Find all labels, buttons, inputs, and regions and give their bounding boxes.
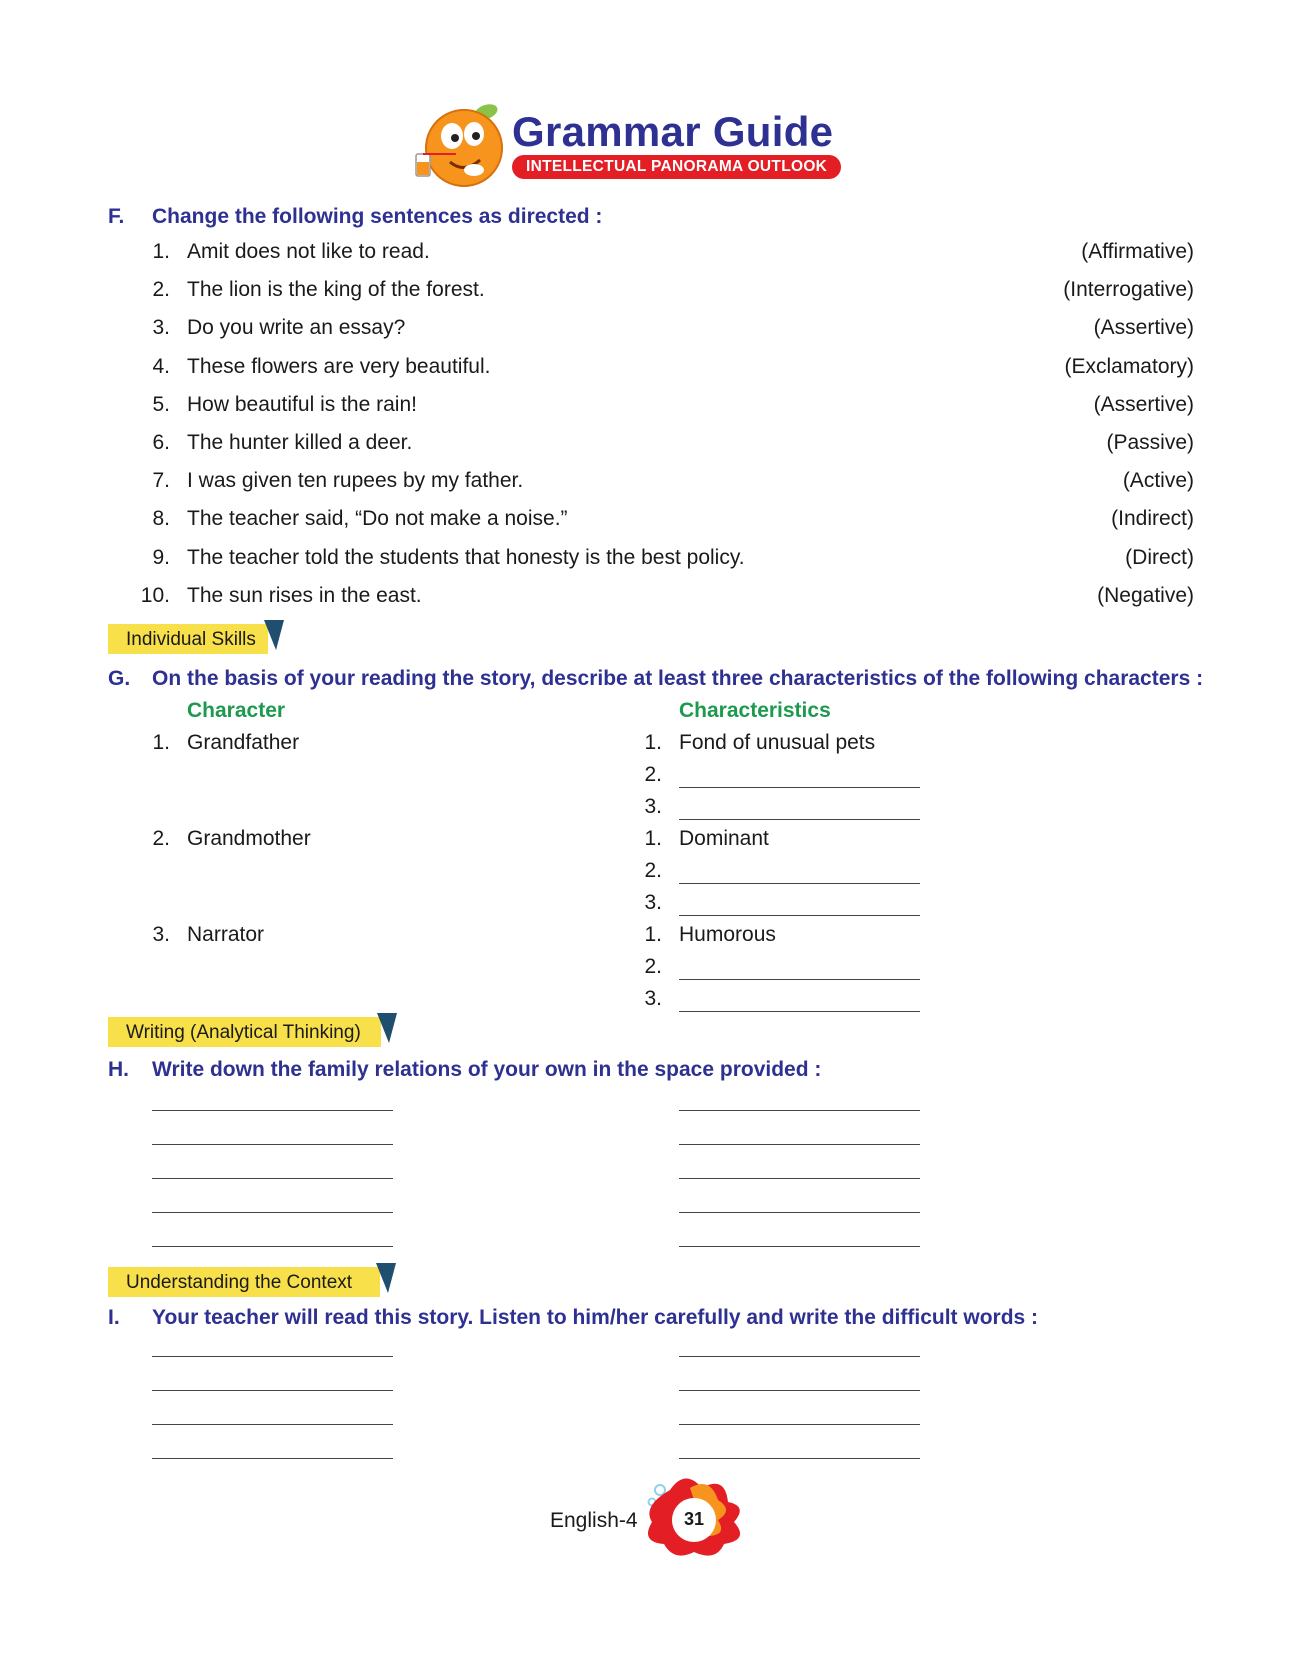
question-i-instruction: Your teacher will read this story. Listen to him/her carefully and write the difficult words : xyxy=(152,1306,1039,1329)
answer-blank-line[interactable] xyxy=(679,1212,920,1213)
answer-blank-line[interactable] xyxy=(679,1110,920,1111)
answer-blank-line[interactable] xyxy=(679,1246,920,1247)
sentence-number: 7. xyxy=(152,469,170,493)
sentence-text: The teacher said, “Do not make a noise.” xyxy=(187,507,568,531)
question-letter-g: G. xyxy=(108,667,131,690)
tag-understanding: Understanding the Context xyxy=(108,1267,380,1297)
sentence-text: Do you write an essay? xyxy=(187,316,406,340)
column-header-character: Character xyxy=(187,699,286,722)
answer-blank-line[interactable] xyxy=(152,1390,393,1391)
question-g-instruction: On the basis of your reading the story, describe at least three characteristics of the following characters : xyxy=(152,667,1204,690)
answer-blank-line[interactable] xyxy=(152,1212,393,1213)
question-letter-h: H. xyxy=(108,1058,129,1081)
sentence-text: I was given ten rupees by my father. xyxy=(187,469,524,493)
sentence-text: The hunter killed a deer. xyxy=(187,431,413,454)
character-number: 3. xyxy=(152,923,170,946)
footer-book-label: English-4 xyxy=(550,1509,638,1532)
answer-blank-line[interactable] xyxy=(152,1110,393,1111)
sentence-number: 2. xyxy=(152,278,170,302)
character-name: Grandmother xyxy=(187,827,311,850)
sentence-number: 9. xyxy=(152,545,170,569)
answer-blank-line[interactable] xyxy=(152,1356,393,1357)
answer-blank-line[interactable] xyxy=(152,1246,393,1247)
sentence-direction: (Interrogative) xyxy=(1063,278,1194,302)
sentence-direction: (Direct) xyxy=(1125,545,1194,569)
sentence-direction: (Negative) xyxy=(1097,583,1194,607)
sentence-number: 1. xyxy=(152,240,170,263)
trait-blank-line[interactable] xyxy=(679,819,920,820)
question-h-instruction: Write down the family relations of your own in the space provided : xyxy=(152,1058,822,1081)
trait-number: 1. xyxy=(644,923,662,946)
trait-blank-line[interactable] xyxy=(679,979,920,980)
logo xyxy=(410,98,510,190)
question-letter-f: F. xyxy=(108,205,125,228)
character-name: Narrator xyxy=(187,923,265,946)
answer-blank-line[interactable] xyxy=(152,1178,393,1179)
trait-number: 3. xyxy=(644,795,662,818)
sentence-number: 10. xyxy=(140,583,170,607)
logo-subtitle: INTELLECTUAL PANORAMA OUTLOOK xyxy=(512,155,841,179)
answer-blank-line[interactable] xyxy=(679,1458,920,1459)
trait-number: 2. xyxy=(644,763,662,786)
tag-individual-skills: Individual Skills xyxy=(108,624,268,654)
tag-flag-icon xyxy=(377,1013,397,1043)
answer-blank-line[interactable] xyxy=(679,1178,920,1179)
sentence-direction: (Assertive) xyxy=(1093,316,1194,340)
trait-blank-line[interactable] xyxy=(679,883,920,884)
trait-blank-line[interactable] xyxy=(679,915,920,916)
sentence-direction: (Assertive) xyxy=(1093,392,1194,416)
sentence-text: How beautiful is the rain! xyxy=(187,392,417,416)
answer-blank-line[interactable] xyxy=(679,1356,920,1357)
sentence-direction: (Exclamatory) xyxy=(1064,354,1194,378)
trait-blank-line[interactable] xyxy=(679,1011,920,1012)
orange-mascot-icon xyxy=(410,98,510,190)
sentence-direction: (Active) xyxy=(1122,469,1194,493)
sentence-number: 8. xyxy=(152,507,170,531)
sentence-direction: (Indirect) xyxy=(1111,507,1194,531)
sentence-number: 4. xyxy=(152,354,170,378)
column-header-characteristics: Characteristics xyxy=(679,699,831,722)
sentence-text: Amit does not like to read. xyxy=(187,240,430,263)
character-number: 1. xyxy=(152,731,170,754)
sentence-number: 6. xyxy=(152,431,170,454)
answer-blank-line[interactable] xyxy=(679,1424,920,1425)
trait-number: 1. xyxy=(644,731,662,754)
sentence-direction: (Affirmative) xyxy=(1081,240,1194,263)
sentence-text: These flowers are very beautiful. xyxy=(187,354,491,378)
trait-number: 3. xyxy=(644,891,662,914)
answer-blank-line[interactable] xyxy=(679,1390,920,1391)
answer-blank-line[interactable] xyxy=(152,1458,393,1459)
question-f-instruction: Change the following sentences as directed : xyxy=(152,205,603,228)
trait-text: Fond of unusual pets xyxy=(679,731,876,754)
trait-number: 2. xyxy=(644,955,662,978)
sentence-number: 5. xyxy=(152,392,170,416)
trait-text: Humorous xyxy=(679,923,776,946)
character-name: Grandfather xyxy=(187,731,300,754)
answer-blank-line[interactable] xyxy=(152,1424,393,1425)
page-number: 31 xyxy=(683,1509,705,1529)
tag-flag-icon xyxy=(264,620,284,650)
trait-blank-line[interactable] xyxy=(679,787,920,788)
character-number: 2. xyxy=(152,827,170,850)
trait-number: 2. xyxy=(644,859,662,882)
logo-title: Grammar Guide xyxy=(512,108,834,155)
sentence-direction: (Passive) xyxy=(1106,431,1194,454)
answer-blank-line[interactable] xyxy=(679,1144,920,1145)
trait-text: Dominant xyxy=(679,827,769,850)
sentence-number: 3. xyxy=(152,316,170,340)
tag-flag-icon xyxy=(376,1263,396,1293)
trait-number: 3. xyxy=(644,987,662,1010)
question-letter-i: I. xyxy=(108,1306,120,1329)
trait-number: 1. xyxy=(644,827,662,850)
tag-writing: Writing (Analytical Thinking) xyxy=(108,1017,381,1047)
sentence-text: The sun rises in the east. xyxy=(187,583,422,607)
sentence-text: The teacher told the students that honesty is the best policy. xyxy=(187,545,745,569)
answer-blank-line[interactable] xyxy=(152,1144,393,1145)
sentence-text: The lion is the king of the forest. xyxy=(187,278,485,302)
